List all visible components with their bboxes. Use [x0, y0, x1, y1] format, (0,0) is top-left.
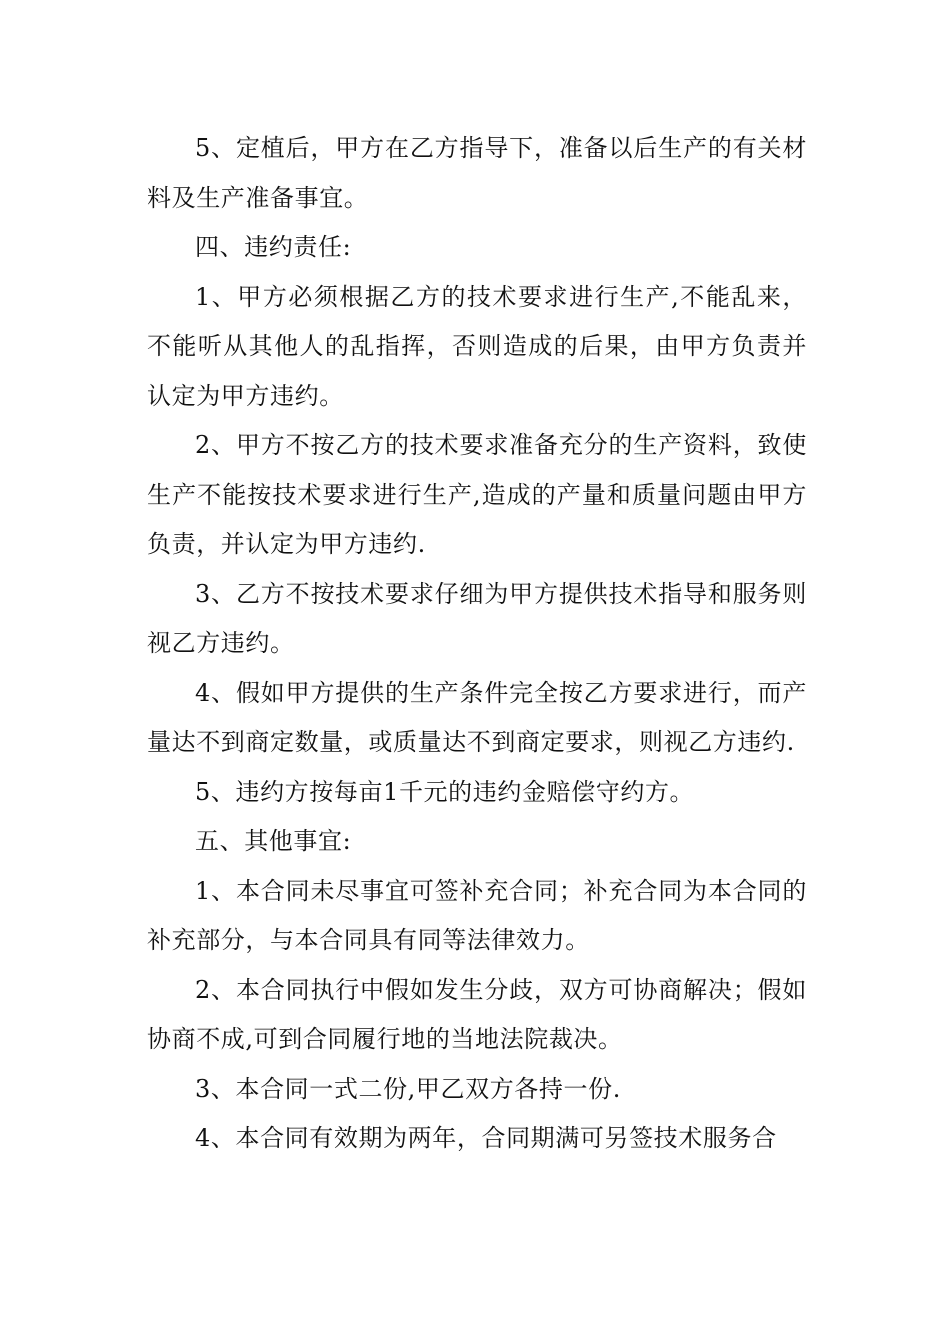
paragraph-planting-preparation: 5、定植后，甲方在乙方指导下，准备以后生产的有关材料及生产准备事宜。 — [147, 134, 807, 212]
paragraph-other-4: 4、本合同有效期为两年，合同期满可另签技术服务合 — [195, 1124, 777, 1152]
paragraph-breach-4: 4、假如甲方提供的生产条件完全按乙方要求进行，而产量达不到商定数量，或质量达不到商定要求，则视乙方违约. — [147, 678, 807, 756]
paragraph-other-1: 1、本合同未尽事宜可签补充合同；补充合同为本合同的补充部分，与本合同具有同等法律效力。 — [147, 876, 807, 954]
section-heading-breach-liability: 四、违约责任: — [195, 233, 352, 261]
paragraph-other-3: 3、本合同一式二份,甲乙双方各持一份. — [195, 1074, 621, 1103]
paragraph-breach-2: 2、甲方不按乙方的技术要求准备充分的生产资料，致使生产不能按技术要求进行生产,造成的产量和质量问题由甲方负责，并认定为甲方违约. — [147, 431, 807, 558]
document-body — [147, 124, 807, 1164]
paragraph-breach-3: 3、乙方不按技术要求仔细为甲方提供技术指导和服务则视乙方违约。 — [147, 579, 807, 657]
section-heading-other-matters: 五、其他事宜: — [195, 827, 352, 855]
paragraph-breach-5: 5、违约方按每亩1千元的违约金赔偿守约方。 — [195, 777, 695, 806]
paragraph-other-2: 2、本合同执行中假如发生分歧，双方可协商解决；假如协商不成,可到合同履行地的当地法院裁决。 — [147, 975, 807, 1053]
paragraph-breach-1: 1、甲方必须根据乙方的技术要求进行生产,不能乱来，不能听从其他人的乱指挥，否则造成的后果，由甲方负责并认定为甲方违约。 — [147, 282, 807, 410]
